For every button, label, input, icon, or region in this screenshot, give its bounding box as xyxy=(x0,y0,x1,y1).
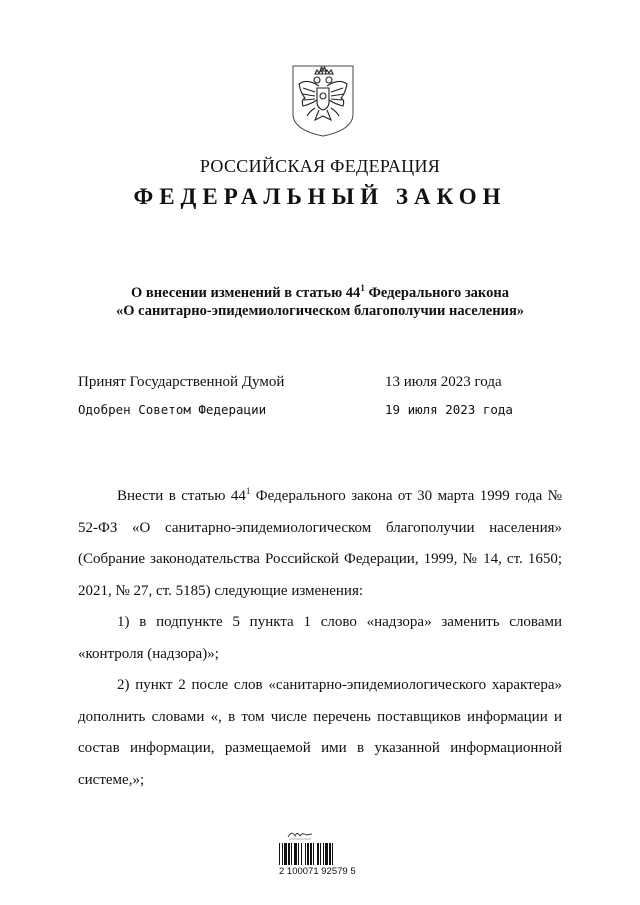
law-title-line-1 xyxy=(60,284,580,302)
signature-mark xyxy=(286,828,314,840)
coat-of-arms-emblem xyxy=(291,64,355,138)
law-title-text-cont: Федерального закона xyxy=(364,285,509,301)
law-title xyxy=(60,284,580,320)
amendment-item-1: 1) в подпункте 5 пункта 1 слово «надзора» заменить словами «контроля (надзора)»; xyxy=(78,614,562,662)
adoption-row-duma xyxy=(78,374,558,391)
law-title-text: О внесении изменений в статью 44 xyxy=(131,285,361,301)
country-name: РОССИЙСКАЯ ФЕДЕРАЦИЯ xyxy=(199,156,441,176)
law-body xyxy=(78,481,562,796)
law-title-line-2: «О санитарно-эпидемиологическом благополучии населения» xyxy=(115,303,525,319)
approval-label: Одобрен Советом Федерации xyxy=(78,402,267,417)
adoption-label: Принят Государственной Думой xyxy=(78,374,285,390)
barcode-number: 2 100071 92579 5 xyxy=(279,866,356,877)
approval-date: 19 июля 2023 года xyxy=(385,402,513,417)
article-superscript: 1 xyxy=(360,283,365,293)
adoption-date: 13 июля 2023 года xyxy=(385,374,502,390)
amendment-item-2: 2) пункт 2 после слов «санитарно-эпидемиологического характера» дополнить словами «, в том числе перечень поставщиков информации и состав информации, размещаемой ими в указанной информационной системе,»; xyxy=(78,677,562,788)
intro-paragraph: Внести в статью $44^1$ Федерального закона от 30 марта 1999 года № 52-ФЗ «О санитарно-эпидемиологическом благополучии населения» (Собрание законодательства Российской Федерации, 1999, № 14, ст. 1650; 2021, № 27, ст. 5185) следующие изменения: xyxy=(78,486,562,599)
article-superscript: 1 xyxy=(245,486,251,496)
document-type: ФЕДЕРАЛЬНЫЙ ЗАКОН xyxy=(133,184,507,209)
adoption-row-federation-council xyxy=(78,402,558,417)
